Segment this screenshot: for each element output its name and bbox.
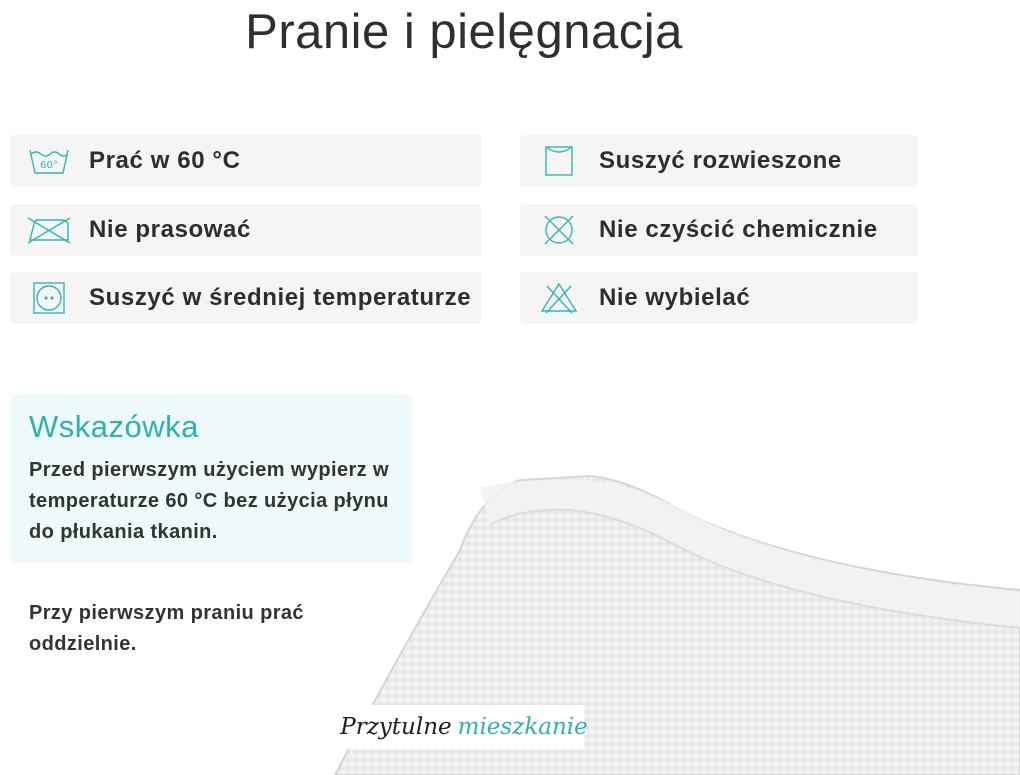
no-bleach-icon [537, 280, 581, 316]
page-title: Pranie i pielęgnacja [245, 5, 683, 59]
care-label: Prać w 60 °C [89, 147, 241, 174]
care-label: Nie czyścić chemicznie [599, 216, 878, 243]
care-label: Suszyć w średniej temperaturze [89, 284, 472, 311]
care-label: Suszyć rozwieszone [599, 147, 842, 174]
tip-heading: Wskazówka [29, 409, 199, 444]
care-item-no-dry-clean [520, 204, 917, 256]
care-label: Nie wybielać [599, 284, 751, 311]
brand-logo [340, 705, 588, 749]
logo-part-2: mieszkanie [457, 714, 588, 740]
tumble-dry-medium-icon [27, 280, 71, 316]
line-dry-icon [537, 143, 581, 179]
care-label: Nie prasować [89, 216, 251, 243]
svg-text:60°: 60° [40, 160, 58, 171]
tip-box [10, 395, 412, 563]
care-item-no-iron [10, 204, 481, 256]
tip-text: Przed pierwszym użyciem wypierz w temperaturze 60 °C bez użycia płynu do płukania tkanin. [29, 459, 389, 543]
wash-60-icon [27, 143, 71, 179]
care-item-tumble-dry [10, 272, 481, 324]
no-iron-icon [27, 212, 71, 248]
care-item-line-dry [520, 135, 917, 187]
logo-part-1: Przytulne [340, 714, 452, 740]
wash-note: Przy pierwszym praniu prać oddzielnie. [29, 602, 304, 655]
no-dry-clean-icon [537, 212, 581, 248]
care-item-no-bleach [520, 272, 917, 324]
care-item-wash [10, 135, 481, 187]
